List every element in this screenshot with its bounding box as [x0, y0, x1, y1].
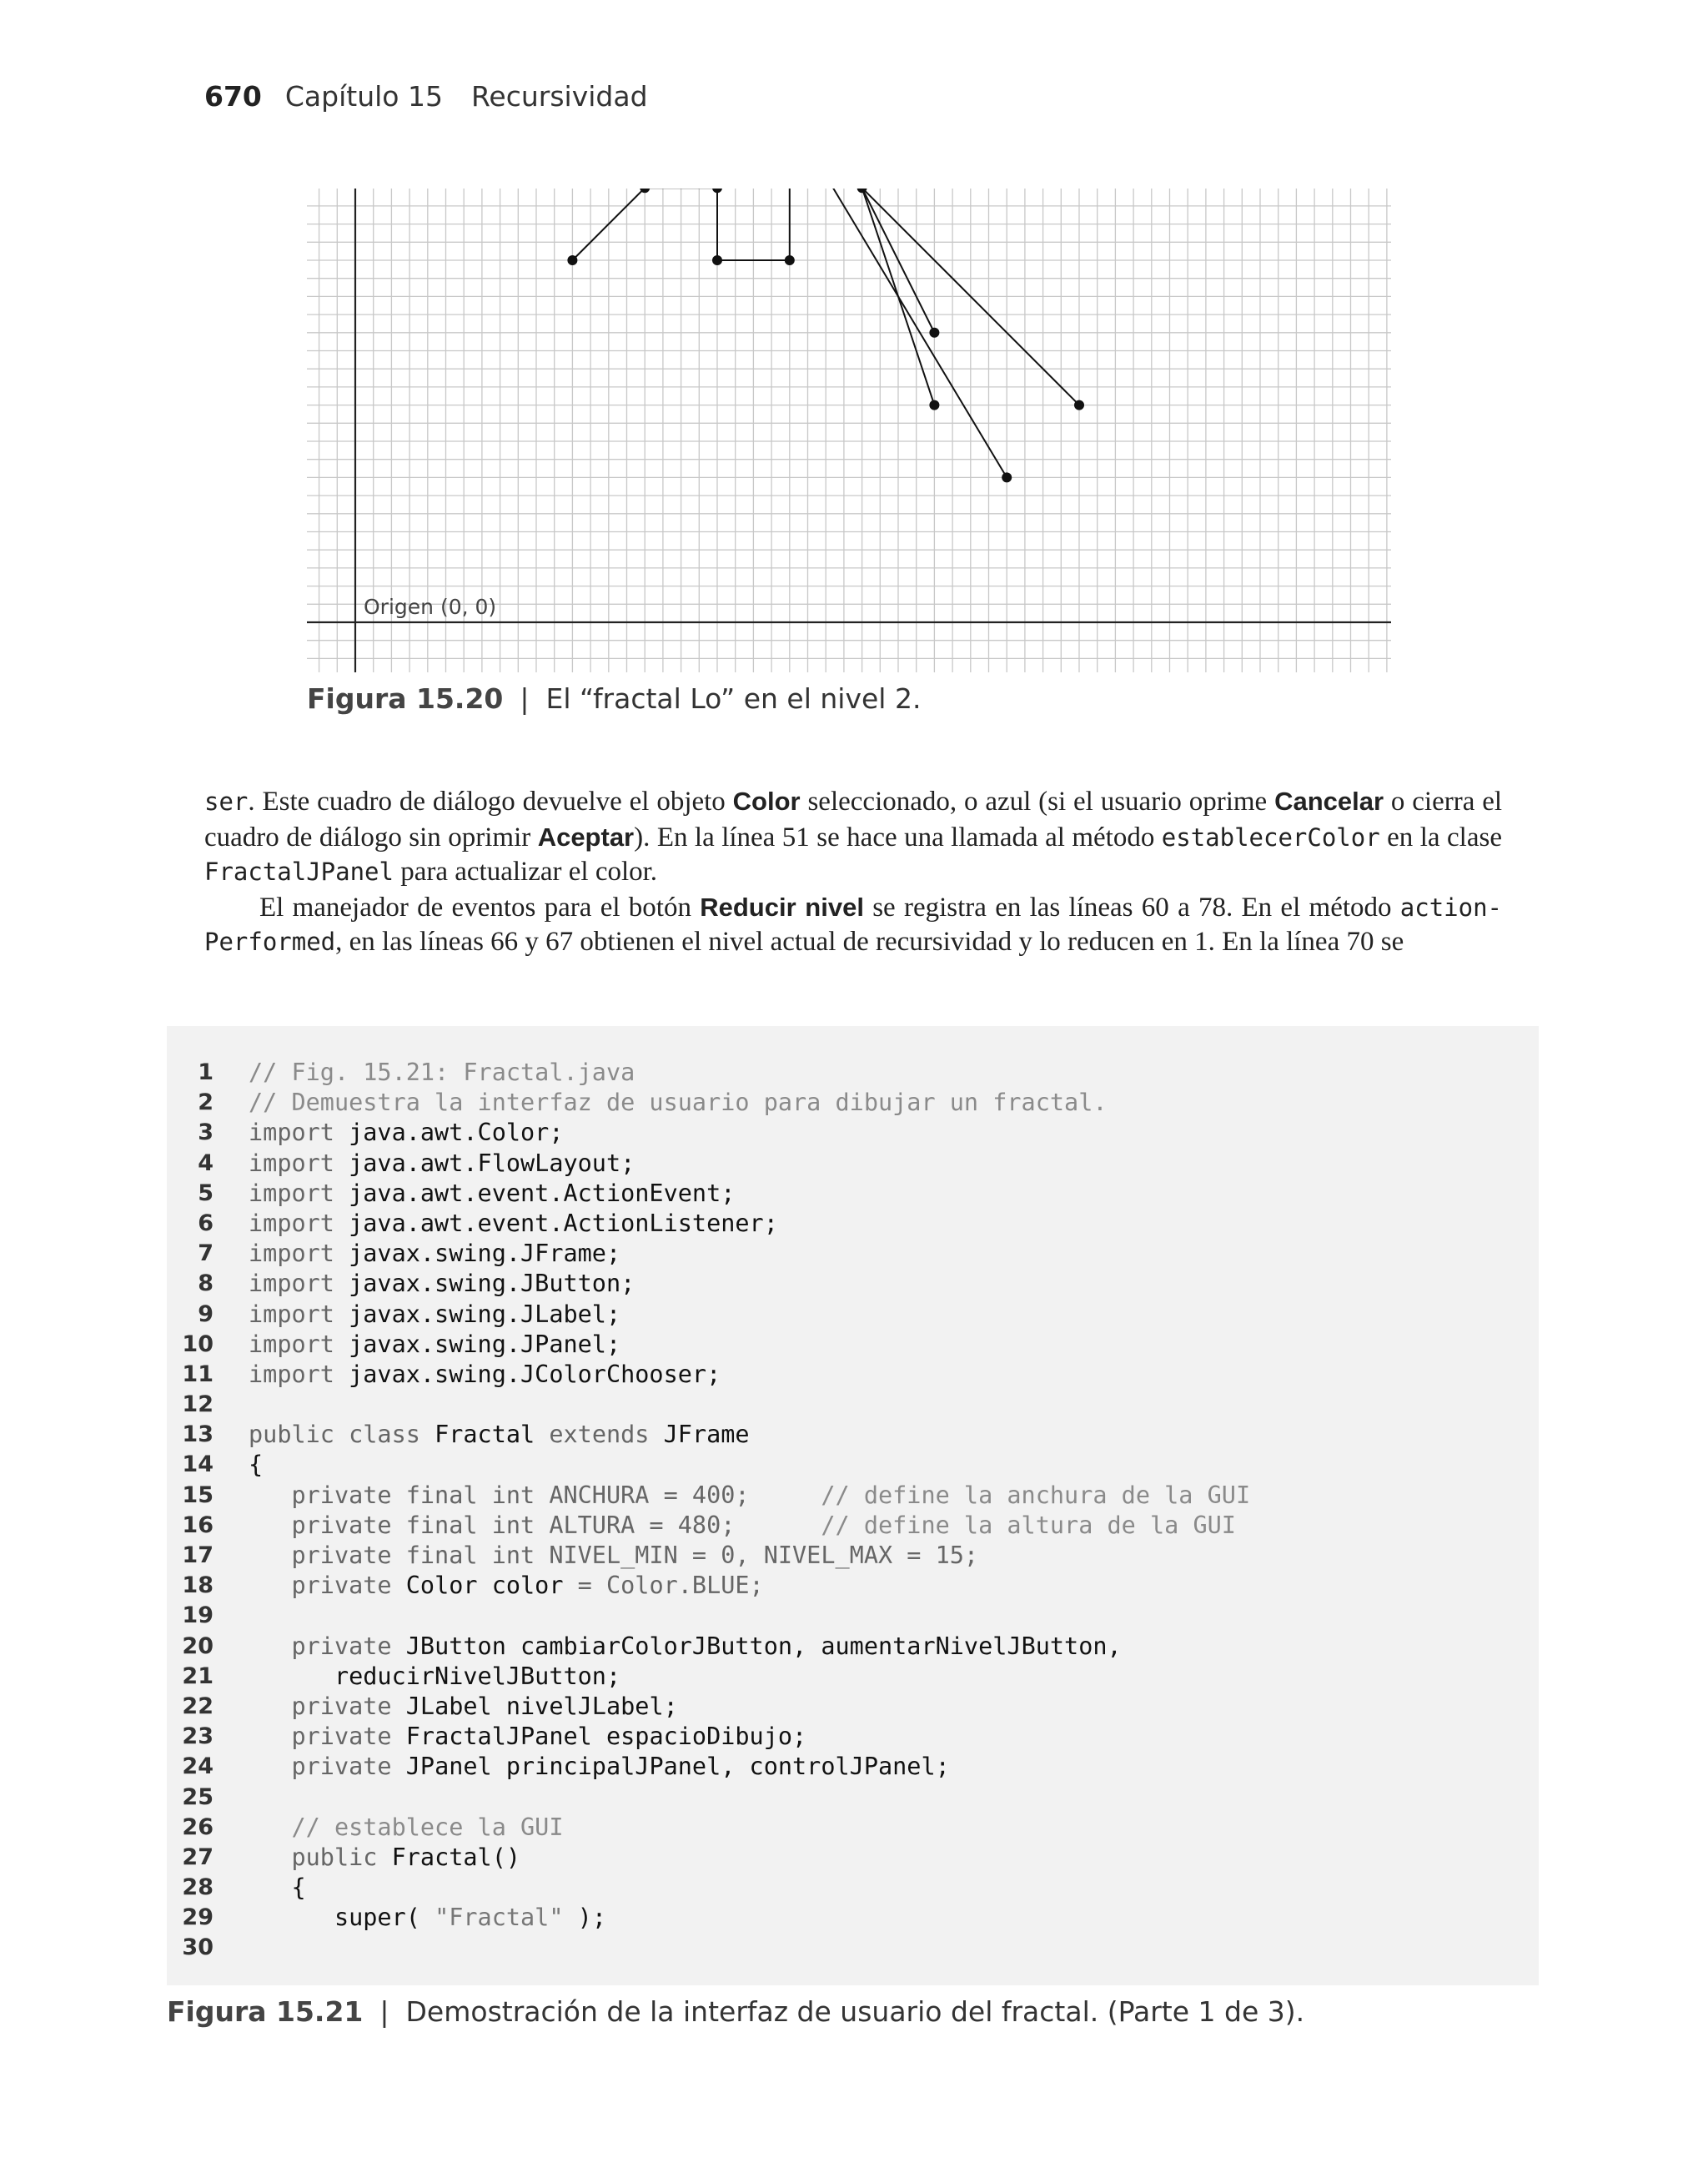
line-number: 10 — [182, 1330, 214, 1357]
line-code — [249, 1692, 678, 1722]
code-token: private final int NIVEL_MIN = 0, NIVEL_MAX = 15; — [249, 1542, 979, 1569]
code-line — [167, 1330, 1539, 1360]
chapter-title: Recursividad — [470, 80, 648, 113]
code-line — [167, 1541, 1539, 1571]
fractal-point — [567, 255, 577, 265]
code-token: private — [249, 1723, 406, 1751]
code-token: JButton cambiarColorJButton, aumentarNivelJButton, — [405, 1632, 1122, 1660]
line-number: 22 — [182, 1693, 214, 1719]
code-line — [167, 1662, 1539, 1692]
code-line — [167, 1511, 1539, 1541]
line-code — [249, 1632, 1122, 1662]
line-number: 30 — [182, 1934, 214, 1961]
code-token: private final int ANCHURA = 400; — [249, 1481, 821, 1509]
fractal-point — [712, 255, 722, 265]
line-code — [249, 1088, 1108, 1118]
code-token: private — [249, 1692, 406, 1720]
code-token: JLabel nivelJLabel; — [405, 1692, 678, 1720]
line-code — [249, 1239, 620, 1269]
line-number: 5 — [198, 1180, 214, 1206]
line-code — [249, 1330, 620, 1360]
text-run: El manejador de eventos para el botón — [259, 892, 701, 923]
line-number: 26 — [182, 1813, 214, 1840]
code-line — [167, 1843, 1539, 1873]
line-number: 25 — [182, 1783, 214, 1810]
line-number: 1 — [198, 1059, 214, 1085]
line-number: 21 — [182, 1662, 214, 1689]
line-number: 23 — [182, 1723, 214, 1750]
line-number: 18 — [182, 1572, 214, 1599]
line-number: 8 — [198, 1270, 214, 1297]
code-line — [167, 1873, 1539, 1903]
line-code — [249, 1813, 564, 1843]
line-number: 3 — [198, 1119, 214, 1146]
code-token: private — [249, 1753, 406, 1781]
code-line — [167, 1450, 1539, 1480]
fractal-point — [929, 400, 939, 410]
code-listing — [167, 1026, 1539, 1985]
line-number: 28 — [182, 1874, 214, 1901]
code-token: JFrame — [663, 1421, 750, 1449]
line-number: 2 — [198, 1089, 214, 1116]
text-run: se registra en las líneas 60 a 78. En el método — [863, 892, 1400, 923]
code-line — [167, 1903, 1539, 1933]
code-line — [167, 1118, 1539, 1148]
caption-text: Demostración de la interfaz de usuario del fractal. (Parte 1 de 3). — [405, 1995, 1305, 2028]
code-line — [167, 1420, 1539, 1450]
line-code — [249, 1903, 606, 1933]
code-token: public class — [249, 1421, 435, 1449]
code-line — [167, 1088, 1539, 1118]
code-line — [167, 1300, 1539, 1330]
fractal-point — [1074, 400, 1084, 410]
code-term: FractalJPanel — [204, 858, 394, 886]
code-line — [167, 1360, 1539, 1390]
code-term: establecerColor — [1161, 822, 1380, 852]
code-token: import — [249, 1149, 349, 1177]
text-run: para actualizar el color. — [393, 857, 658, 887]
code-line — [167, 1813, 1539, 1843]
code-token: // Fig. 15.21: Fractal.java — [249, 1059, 635, 1086]
chapter-label: Capítulo 15 — [284, 80, 443, 113]
line-number: 7 — [198, 1240, 214, 1267]
line-number: 14 — [182, 1451, 214, 1478]
caption-separator: | — [379, 1995, 389, 2028]
code-token: Fractal() — [391, 1843, 521, 1871]
code-line — [167, 1601, 1539, 1631]
fractal-point — [929, 328, 939, 338]
text-run: , en las líneas 66 y 67 obtienen el nivel actual de recursividad y lo reducen en 1. En la línea 70 se — [335, 927, 1404, 957]
code-token: super( — [249, 1904, 435, 1932]
line-code — [249, 1511, 1236, 1541]
line-code — [249, 1481, 1250, 1511]
code-token: java.awt.event.ActionEvent; — [349, 1179, 736, 1207]
code-token: { — [249, 1451, 264, 1479]
text-run: . Este cuadro de diálogo devuelve el objeto — [248, 787, 733, 817]
line-code — [249, 1420, 750, 1450]
origin-label: Origen (0, 0) — [364, 595, 497, 619]
code-line — [167, 1239, 1539, 1269]
code-token: javax.swing.JFrame; — [349, 1240, 621, 1268]
ui-term: Aceptar — [537, 822, 635, 852]
code-token: // define la altura de la GUI — [821, 1511, 1236, 1539]
code-token: = Color.BLUE; — [577, 1572, 764, 1600]
line-number: 20 — [182, 1632, 214, 1659]
line-number: 12 — [182, 1391, 214, 1418]
code-token: import — [249, 1270, 349, 1298]
fractal-point — [785, 255, 795, 265]
line-code — [249, 1873, 306, 1903]
ui-term: Color — [732, 787, 801, 816]
code-token: java.awt.Color; — [349, 1119, 564, 1147]
code-token: javax.swing.JLabel; — [349, 1300, 621, 1328]
code-token: import — [249, 1240, 349, 1268]
line-code — [249, 1752, 950, 1782]
line-number: 11 — [182, 1361, 214, 1387]
code-token: javax.swing.JColorChooser; — [349, 1360, 721, 1388]
code-line — [167, 1752, 1539, 1782]
caption-label: Figura 15.21 — [167, 1995, 364, 2028]
ui-term: Cancelar — [1274, 787, 1384, 816]
code-line — [167, 1692, 1539, 1722]
line-code — [249, 1662, 620, 1692]
code-line — [167, 1390, 1539, 1420]
line-number: 16 — [182, 1512, 214, 1538]
code-token: import — [249, 1300, 349, 1328]
line-number: 4 — [198, 1149, 214, 1176]
code-token: { — [249, 1874, 306, 1902]
ui-term: Reducir nivel — [700, 892, 864, 922]
code-token: extends — [549, 1421, 664, 1449]
line-number: 9 — [198, 1300, 214, 1327]
code-token: import — [249, 1209, 349, 1237]
figure-caption-15-20 — [307, 682, 921, 715]
fractal-point — [1002, 472, 1012, 482]
line-code — [249, 1450, 263, 1480]
line-number: 27 — [182, 1844, 214, 1870]
code-line — [167, 1481, 1539, 1511]
code-token: import — [249, 1330, 349, 1358]
line-number: 19 — [182, 1602, 214, 1629]
page-header — [204, 80, 648, 113]
code-line — [167, 1571, 1539, 1601]
line-code — [249, 1269, 635, 1299]
code-token: Color color — [405, 1572, 578, 1600]
text-run: en la clase — [1379, 822, 1502, 853]
code-lines — [167, 1058, 1539, 1964]
code-token: // Demuestra la interfaz de usuario para dibujar un fractal. — [249, 1089, 1108, 1117]
page-number: 670 — [204, 80, 262, 113]
code-token: import — [249, 1119, 349, 1147]
paragraph — [204, 784, 1502, 890]
line-number: 29 — [182, 1904, 214, 1931]
code-line — [167, 1269, 1539, 1299]
code-token: java.awt.event.ActionListener; — [349, 1209, 778, 1237]
caption-label: Figura 15.20 — [307, 682, 504, 715]
code-token: import — [249, 1360, 349, 1388]
fractal-grid-plot — [307, 189, 1391, 672]
line-code — [249, 1571, 764, 1601]
line-code — [249, 1209, 778, 1239]
code-token: ); — [563, 1904, 606, 1932]
code-line — [167, 1933, 1539, 1963]
paragraph — [204, 890, 1502, 960]
line-number: 13 — [182, 1421, 214, 1448]
line-code — [249, 1058, 635, 1088]
code-token: JPanel principalJPanel, controlJPanel; — [405, 1753, 950, 1781]
text-run: o cierra el cuadro de diálogo sin oprimir — [204, 787, 1503, 853]
code-token: java.awt.FlowLayout; — [349, 1149, 635, 1177]
code-line — [167, 1722, 1539, 1752]
line-code — [249, 1722, 806, 1752]
code-token: private final int ALTURA = 480; — [249, 1511, 821, 1539]
code-line — [167, 1209, 1539, 1239]
code-token: Fractal — [435, 1421, 550, 1449]
line-code — [249, 1541, 978, 1571]
caption-text: El “fractal Lo” en el nivel 2. — [545, 682, 922, 715]
text-run: seleccionado, o azul (si el usuario oprime — [800, 787, 1275, 817]
code-token: javax.swing.JButton; — [349, 1270, 635, 1298]
line-code — [249, 1300, 620, 1330]
code-token: "Fractal" — [435, 1904, 564, 1932]
code-line — [167, 1149, 1539, 1179]
body-text — [204, 784, 1502, 960]
code-token: javax.swing.JPanel; — [349, 1330, 621, 1358]
code-token: // establece la GUI — [249, 1813, 564, 1841]
line-number: 15 — [182, 1481, 214, 1508]
code-term: ser — [204, 787, 249, 816]
figure-caption-15-21 — [167, 1995, 1304, 2028]
line-number: 6 — [198, 1210, 214, 1236]
line-code — [249, 1149, 635, 1179]
line-number: 24 — [182, 1753, 214, 1780]
code-token: public — [249, 1843, 392, 1871]
line-code — [249, 1843, 520, 1873]
code-term: action-Performed — [204, 893, 1503, 956]
line-code — [249, 1179, 735, 1209]
line-code — [249, 1360, 721, 1390]
code-line — [167, 1179, 1539, 1209]
code-token: FractalJPanel espacioDibujo; — [405, 1723, 807, 1751]
code-line — [167, 1058, 1539, 1088]
line-code — [249, 1118, 564, 1148]
figure-fractal-grid — [307, 189, 1391, 672]
code-line — [167, 1632, 1539, 1662]
text-run: ). En la línea 51 se hace una llamada al método — [634, 822, 1162, 853]
code-token: private — [249, 1632, 406, 1660]
code-line — [167, 1783, 1539, 1813]
line-number: 17 — [182, 1542, 214, 1568]
code-token: private — [249, 1572, 406, 1600]
code-token: reducirNivelJButton; — [249, 1662, 621, 1690]
caption-separator: | — [520, 682, 530, 715]
code-token: // define la anchura de la GUI — [821, 1481, 1251, 1509]
code-token: import — [249, 1179, 349, 1207]
